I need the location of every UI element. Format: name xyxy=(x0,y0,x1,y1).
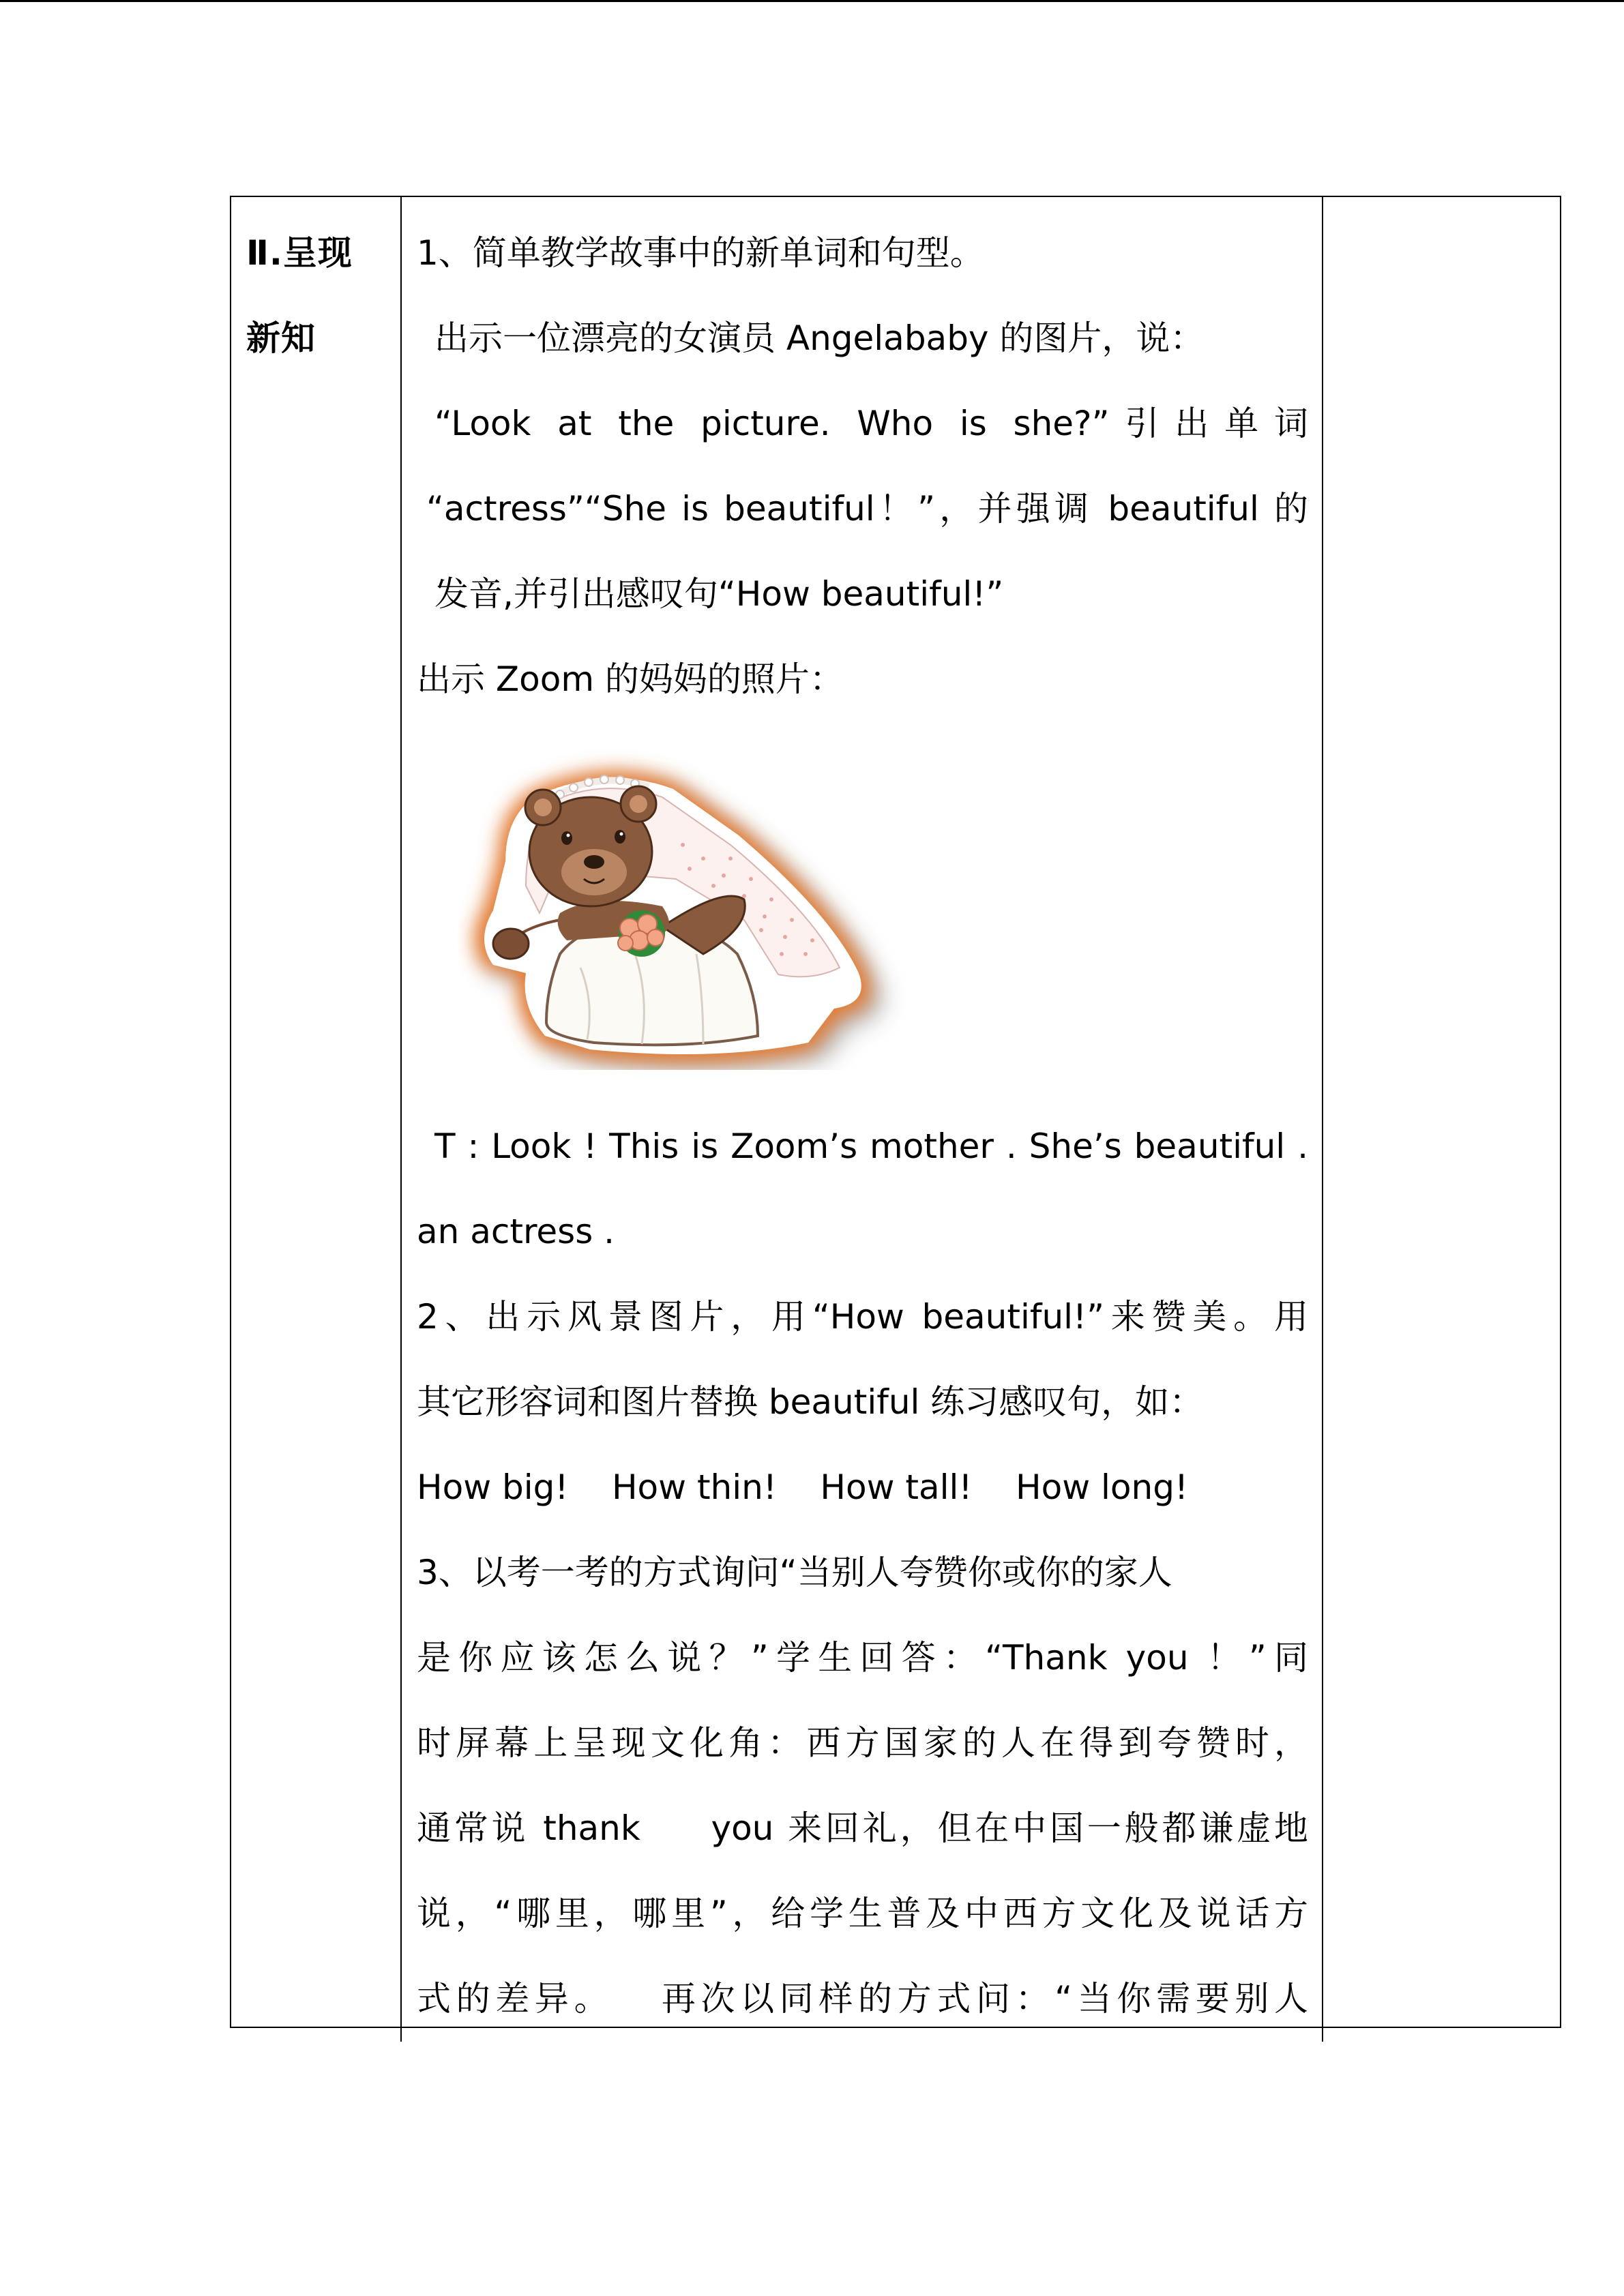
content-line-15: 通常说 thank you 来回礼，但在中国一般都谦虚地 xyxy=(417,1808,1308,1848)
content-line-12: 3、以考一考的方式询问“当别人夸赞你或你的家人 xyxy=(417,1553,1172,1592)
stage-title-line-1: Ⅱ.呈现 xyxy=(246,233,353,273)
content-line-17: 式的差异。 再次以同样的方式问：“当你需要别人 xyxy=(417,1979,1308,2018)
content-line-16: 说，“哪里，哪里”，给学生普及中西方文化及说话方 xyxy=(417,1894,1308,1933)
content-line-10: 其它形容词和图片替换 beautiful 练习感叹句，如： xyxy=(417,1382,1204,1422)
content-line-11: How big! How thin! How tall! How long! xyxy=(417,1467,1188,1507)
content-line-8: an actress . xyxy=(417,1212,615,1251)
content-line-1: 1、简单教学故事中的新单词和句型。 xyxy=(417,233,984,273)
content-line-13: 是你应该怎么说？”学生回答：“Thank you ！”同 xyxy=(417,1638,1308,1678)
bear-bride-icon xyxy=(458,749,921,1070)
content-line-3: “Look at the picture. Who is she?”引出单词 xyxy=(434,404,1308,443)
content-line-5: 发音,并引出感叹句“How beautiful!” xyxy=(434,574,1004,614)
content-line-7: T : Look ! This is Zoom’s mother . She’s beautiful . xyxy=(434,1127,1308,1166)
page-top-rule xyxy=(0,0,1624,2)
content-line-6: 出示 Zoom 的妈妈的照片： xyxy=(417,659,844,699)
notes-column-cell xyxy=(1322,197,1560,2042)
content-line-4: “actress”“She is beautiful！”，并强调 beautiful 的 xyxy=(426,489,1308,528)
content-line-14: 时屏幕上呈现文化角：西方国家的人在得到夸赞时， xyxy=(417,1723,1308,1763)
activity-content-cell xyxy=(400,197,1322,2042)
lesson-plan-table xyxy=(230,196,1561,2028)
zoom-mother-picture xyxy=(417,722,1308,1104)
content-line-2: 出示一位漂亮的女演员 Angelababy 的图片，说： xyxy=(434,318,1205,358)
stage-title-line-2: 新知 xyxy=(246,318,316,358)
content-line-9: 2、出示风景图片，用“How beautiful!”来赞美。用 xyxy=(417,1297,1308,1337)
stage-column-cell xyxy=(231,197,400,2042)
